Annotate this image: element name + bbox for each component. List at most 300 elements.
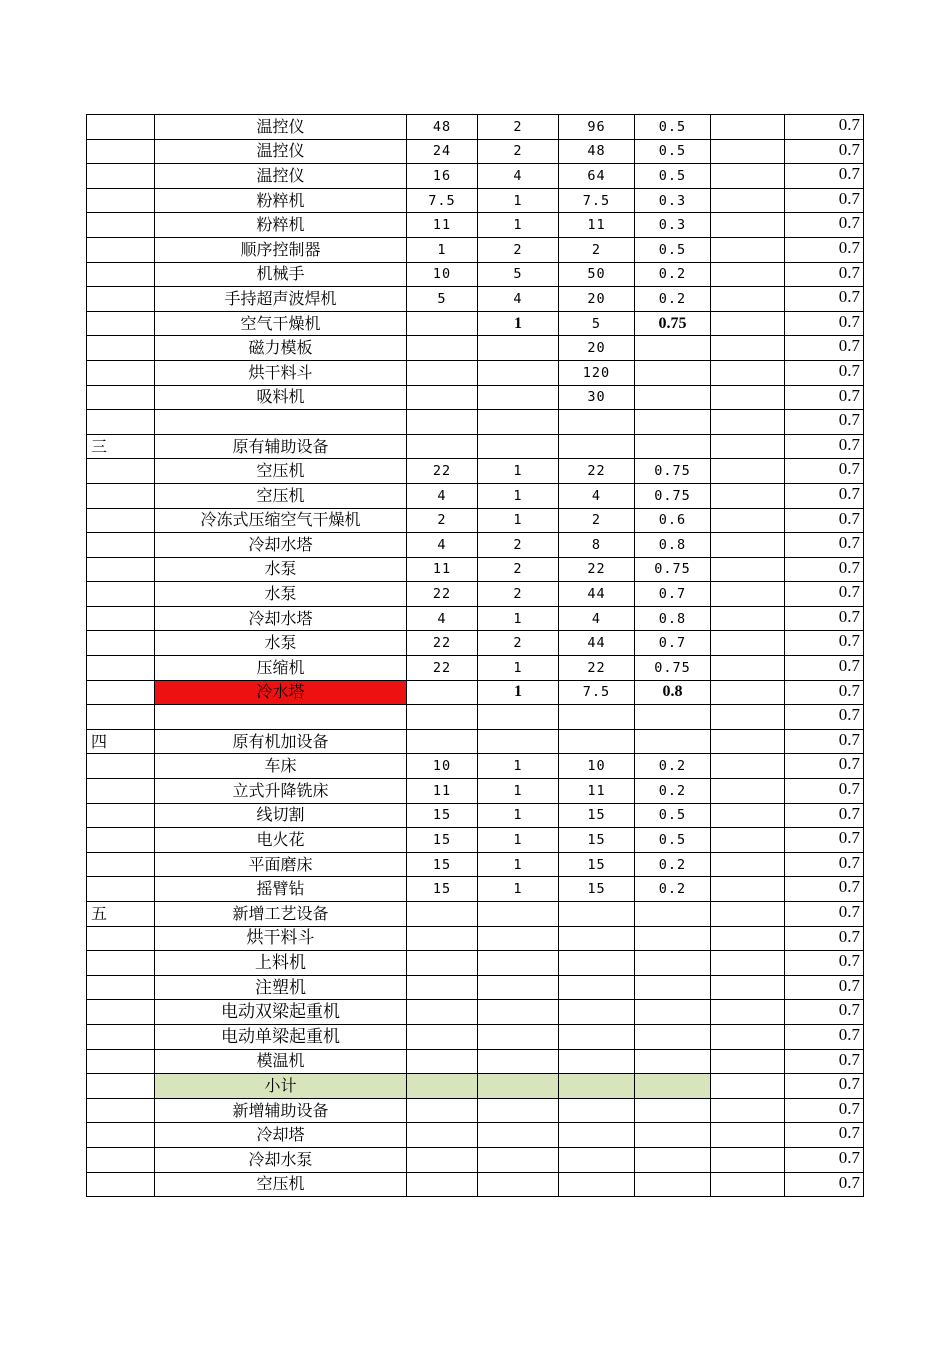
factor-cell: 0.3: [635, 213, 711, 238]
total-cell: 2: [559, 237, 635, 262]
factor-cell: [635, 1024, 711, 1049]
total-cell: [559, 1024, 635, 1049]
total-cell: 4: [559, 483, 635, 508]
blank-cell: [711, 237, 785, 262]
table-row: [87, 1074, 864, 1099]
quantity-cell: [478, 385, 559, 410]
factor-cell: 0.75: [635, 459, 711, 484]
power-cell: [407, 1123, 478, 1148]
blank-cell: [711, 336, 785, 361]
blank-cell: [711, 188, 785, 213]
section-cell: [87, 360, 155, 385]
section-cell: [87, 1024, 155, 1049]
total-cell: [559, 1123, 635, 1148]
table-row: [87, 287, 864, 312]
quantity-cell: 1: [478, 606, 559, 631]
factor-cell: 0.5: [635, 164, 711, 189]
total-cell: [559, 1098, 635, 1123]
section-cell: [87, 139, 155, 164]
section-cell: 五: [87, 902, 155, 927]
quantity-cell: 1: [478, 852, 559, 877]
section-cell: [87, 975, 155, 1000]
total-cell: 20: [559, 336, 635, 361]
name-cell: 手持超声波焊机: [155, 287, 407, 312]
total-cell: [559, 434, 635, 459]
table-row: [87, 188, 864, 213]
name-cell: 冷水塔: [155, 680, 407, 705]
blank-cell: [711, 1098, 785, 1123]
blank-cell: [711, 262, 785, 287]
coefficient-cell: 0.7: [785, 926, 864, 951]
factor-cell: 0.2: [635, 287, 711, 312]
coefficient-cell: 0.7: [785, 1024, 864, 1049]
coefficient-cell: 0.7: [785, 1123, 864, 1148]
coefficient-cell: 0.7: [785, 311, 864, 336]
section-cell: [87, 385, 155, 410]
name-cell: 模温机: [155, 1049, 407, 1074]
total-cell: [559, 902, 635, 927]
power-cell: 22: [407, 582, 478, 607]
power-cell: [407, 1147, 478, 1172]
table-row: [87, 902, 864, 927]
section-cell: [87, 1074, 155, 1099]
table-row: [87, 754, 864, 779]
table-row: [87, 385, 864, 410]
name-cell: 空压机: [155, 1172, 407, 1197]
power-cell: 15: [407, 877, 478, 902]
blank-cell: [711, 582, 785, 607]
coefficient-cell: 0.7: [785, 631, 864, 656]
section-cell: [87, 877, 155, 902]
section-cell: [87, 803, 155, 828]
name-cell: 烘干料斗: [155, 360, 407, 385]
power-cell: [407, 360, 478, 385]
quantity-cell: 4: [478, 287, 559, 312]
coefficient-cell: 0.7: [785, 1147, 864, 1172]
table-row: [87, 533, 864, 558]
section-cell: [87, 631, 155, 656]
name-cell: 车床: [155, 754, 407, 779]
factor-cell: 0.7: [635, 631, 711, 656]
coefficient-cell: 0.7: [785, 287, 864, 312]
power-cell: [407, 680, 478, 705]
quantity-cell: [478, 1049, 559, 1074]
blank-cell: [711, 951, 785, 976]
coefficient-cell: 0.7: [785, 582, 864, 607]
coefficient-cell: 0.7: [785, 877, 864, 902]
table-row: [87, 1172, 864, 1197]
total-cell: 10: [559, 754, 635, 779]
power-cell: [407, 1098, 478, 1123]
factor-cell: 0.2: [635, 877, 711, 902]
quantity-cell: [478, 1000, 559, 1025]
name-cell: 温控仪: [155, 164, 407, 189]
quantity-cell: 1: [478, 828, 559, 853]
total-cell: 50: [559, 262, 635, 287]
power-cell: 10: [407, 262, 478, 287]
name-cell: 烘干料斗: [155, 926, 407, 951]
table-row: [87, 1000, 864, 1025]
power-cell: [407, 410, 478, 435]
section-cell: [87, 754, 155, 779]
quantity-cell: 1: [478, 680, 559, 705]
quantity-cell: [478, 705, 559, 730]
blank-cell: [711, 754, 785, 779]
table-row: [87, 1098, 864, 1123]
blank-cell: [711, 852, 785, 877]
table-row: [87, 582, 864, 607]
quantity-cell: 1: [478, 483, 559, 508]
total-cell: 5: [559, 311, 635, 336]
table-row: [87, 336, 864, 361]
name-cell: 小计: [155, 1074, 407, 1099]
quantity-cell: 2: [478, 139, 559, 164]
table-row: [87, 975, 864, 1000]
table-row: [87, 262, 864, 287]
coefficient-cell: 0.7: [785, 336, 864, 361]
section-cell: [87, 951, 155, 976]
power-cell: [407, 951, 478, 976]
name-cell: 摇臂钻: [155, 877, 407, 902]
factor-cell: 0.75: [635, 656, 711, 681]
coefficient-cell: 0.7: [785, 975, 864, 1000]
section-cell: [87, 508, 155, 533]
quantity-cell: [478, 1074, 559, 1099]
section-cell: [87, 237, 155, 262]
total-cell: [559, 951, 635, 976]
quantity-cell: 4: [478, 164, 559, 189]
table-row: [87, 360, 864, 385]
coefficient-cell: 0.7: [785, 1049, 864, 1074]
quantity-cell: 2: [478, 115, 559, 140]
factor-cell: 0.8: [635, 606, 711, 631]
factor-cell: 0.7: [635, 582, 711, 607]
power-cell: 15: [407, 803, 478, 828]
quantity-cell: 1: [478, 459, 559, 484]
blank-cell: [711, 360, 785, 385]
total-cell: 48: [559, 139, 635, 164]
blank-cell: [711, 1049, 785, 1074]
section-cell: [87, 1147, 155, 1172]
blank-cell: [711, 164, 785, 189]
coefficient-cell: 0.7: [785, 434, 864, 459]
table-row: [87, 779, 864, 804]
power-cell: [407, 434, 478, 459]
quantity-cell: 2: [478, 237, 559, 262]
section-cell: [87, 533, 155, 558]
total-cell: [559, 1147, 635, 1172]
table-row: [87, 680, 864, 705]
quantity-cell: [478, 902, 559, 927]
name-cell: 温控仪: [155, 115, 407, 140]
table-row: [87, 852, 864, 877]
factor-cell: 0.75: [635, 557, 711, 582]
total-cell: 22: [559, 557, 635, 582]
table-row: [87, 631, 864, 656]
quantity-cell: [478, 951, 559, 976]
name-cell: 空压机: [155, 483, 407, 508]
table-row: [87, 164, 864, 189]
factor-cell: [635, 705, 711, 730]
blank-cell: [711, 606, 785, 631]
section-cell: [87, 213, 155, 238]
name-cell: 新增工艺设备: [155, 902, 407, 927]
name-cell: 线切割: [155, 803, 407, 828]
total-cell: [559, 410, 635, 435]
name-cell: 电动双梁起重机: [155, 1000, 407, 1025]
factor-cell: 0.2: [635, 262, 711, 287]
blank-cell: [711, 926, 785, 951]
name-cell: 冷却塔: [155, 1123, 407, 1148]
total-cell: 20: [559, 287, 635, 312]
total-cell: 2: [559, 508, 635, 533]
coefficient-cell: 0.7: [785, 606, 864, 631]
power-cell: 10: [407, 754, 478, 779]
quantity-cell: 1: [478, 877, 559, 902]
name-cell: 电动单梁起重机: [155, 1024, 407, 1049]
factor-cell: [635, 434, 711, 459]
power-cell: 16: [407, 164, 478, 189]
table-row: [87, 410, 864, 435]
table-row: [87, 139, 864, 164]
name-cell: 上料机: [155, 951, 407, 976]
quantity-cell: [478, 1172, 559, 1197]
name-cell: 新增辅助设备: [155, 1098, 407, 1123]
blank-cell: [711, 779, 785, 804]
power-cell: 4: [407, 483, 478, 508]
coefficient-cell: 0.7: [785, 1098, 864, 1123]
quantity-cell: 1: [478, 508, 559, 533]
coefficient-cell: 0.7: [785, 533, 864, 558]
power-cell: 22: [407, 656, 478, 681]
factor-cell: 0.2: [635, 779, 711, 804]
name-cell: 冷冻式压缩空气干燥机: [155, 508, 407, 533]
blank-cell: [711, 385, 785, 410]
blank-cell: [711, 803, 785, 828]
section-cell: [87, 705, 155, 730]
table-row: [87, 656, 864, 681]
factor-cell: 0.2: [635, 754, 711, 779]
quantity-cell: [478, 434, 559, 459]
section-cell: [87, 188, 155, 213]
quantity-cell: [478, 926, 559, 951]
quantity-cell: 1: [478, 754, 559, 779]
power-cell: 15: [407, 828, 478, 853]
total-cell: 96: [559, 115, 635, 140]
blank-cell: [711, 705, 785, 730]
power-cell: 11: [407, 213, 478, 238]
name-cell: 压缩机: [155, 656, 407, 681]
blank-cell: [711, 729, 785, 754]
section-cell: [87, 852, 155, 877]
total-cell: [559, 1049, 635, 1074]
blank-cell: [711, 680, 785, 705]
total-cell: 64: [559, 164, 635, 189]
section-cell: [87, 656, 155, 681]
coefficient-cell: 0.7: [785, 1000, 864, 1025]
table-row: [87, 115, 864, 140]
factor-cell: 0.75: [635, 483, 711, 508]
name-cell: 粉粹机: [155, 213, 407, 238]
total-cell: 44: [559, 631, 635, 656]
table-row: [87, 951, 864, 976]
power-cell: [407, 336, 478, 361]
total-cell: [559, 926, 635, 951]
coefficient-cell: 0.7: [785, 115, 864, 140]
quantity-cell: 2: [478, 631, 559, 656]
power-cell: 22: [407, 459, 478, 484]
power-cell: [407, 311, 478, 336]
total-cell: [559, 975, 635, 1000]
total-cell: 15: [559, 803, 635, 828]
blank-cell: [711, 1074, 785, 1099]
table-body: [87, 115, 864, 1197]
table-row: [87, 705, 864, 730]
table-row: [87, 877, 864, 902]
blank-cell: [711, 483, 785, 508]
coefficient-cell: 0.7: [785, 164, 864, 189]
name-cell: 吸料机: [155, 385, 407, 410]
name-cell: 水泵: [155, 631, 407, 656]
blank-cell: [711, 311, 785, 336]
power-cell: 24: [407, 139, 478, 164]
blank-cell: [711, 533, 785, 558]
name-cell: [155, 705, 407, 730]
power-cell: 11: [407, 779, 478, 804]
name-cell: 冷却水塔: [155, 533, 407, 558]
total-cell: 8: [559, 533, 635, 558]
table-row: [87, 557, 864, 582]
blank-cell: [711, 631, 785, 656]
total-cell: [559, 729, 635, 754]
quantity-cell: [478, 975, 559, 1000]
power-cell: 5: [407, 287, 478, 312]
factor-cell: 0.2: [635, 852, 711, 877]
blank-cell: [711, 877, 785, 902]
table-row: [87, 1147, 864, 1172]
section-cell: [87, 926, 155, 951]
section-cell: 三: [87, 434, 155, 459]
quantity-cell: 1: [478, 188, 559, 213]
blank-cell: [711, 287, 785, 312]
power-cell: 22: [407, 631, 478, 656]
quantity-cell: 1: [478, 213, 559, 238]
factor-cell: 0.8: [635, 533, 711, 558]
section-cell: [87, 779, 155, 804]
factor-cell: [635, 951, 711, 976]
factor-cell: 0.5: [635, 237, 711, 262]
name-cell: 机械手: [155, 262, 407, 287]
section-cell: [87, 680, 155, 705]
coefficient-cell: 0.7: [785, 754, 864, 779]
section-cell: [87, 606, 155, 631]
coefficient-cell: 0.7: [785, 188, 864, 213]
power-cell: [407, 926, 478, 951]
quantity-cell: [478, 729, 559, 754]
power-cell: [407, 1172, 478, 1197]
blank-cell: [711, 139, 785, 164]
factor-cell: 0.8: [635, 680, 711, 705]
coefficient-cell: 0.7: [785, 828, 864, 853]
section-cell: [87, 287, 155, 312]
section-cell: [87, 410, 155, 435]
quantity-cell: [478, 1147, 559, 1172]
total-cell: 15: [559, 877, 635, 902]
factor-cell: [635, 729, 711, 754]
table-row: [87, 1024, 864, 1049]
coefficient-cell: 0.7: [785, 1074, 864, 1099]
section-cell: [87, 1172, 155, 1197]
section-cell: [87, 828, 155, 853]
power-cell: [407, 1074, 478, 1099]
section-cell: [87, 115, 155, 140]
section-cell: 四: [87, 729, 155, 754]
name-cell: 注塑机: [155, 975, 407, 1000]
table-row: [87, 213, 864, 238]
total-cell: [559, 1074, 635, 1099]
name-cell: 冷却水泵: [155, 1147, 407, 1172]
factor-cell: [635, 336, 711, 361]
table-row: [87, 508, 864, 533]
blank-cell: [711, 975, 785, 1000]
coefficient-cell: 0.7: [785, 705, 864, 730]
factor-cell: [635, 926, 711, 951]
blank-cell: [711, 508, 785, 533]
table-row: [87, 729, 864, 754]
total-cell: 7.5: [559, 188, 635, 213]
blank-cell: [711, 1147, 785, 1172]
blank-cell: [711, 902, 785, 927]
power-cell: [407, 975, 478, 1000]
factor-cell: [635, 410, 711, 435]
quantity-cell: 2: [478, 557, 559, 582]
table-row: [87, 828, 864, 853]
power-cell: [407, 902, 478, 927]
table-row: [87, 606, 864, 631]
total-cell: 4: [559, 606, 635, 631]
section-cell: [87, 582, 155, 607]
coefficient-cell: 0.7: [785, 803, 864, 828]
power-cell: 4: [407, 533, 478, 558]
section-cell: [87, 557, 155, 582]
quantity-cell: 1: [478, 656, 559, 681]
total-cell: 30: [559, 385, 635, 410]
coefficient-cell: 0.7: [785, 902, 864, 927]
quantity-cell: [478, 1123, 559, 1148]
name-cell: [155, 410, 407, 435]
power-cell: 4: [407, 606, 478, 631]
coefficient-cell: 0.7: [785, 262, 864, 287]
power-cell: 1: [407, 237, 478, 262]
section-cell: [87, 336, 155, 361]
section-cell: [87, 1049, 155, 1074]
total-cell: [559, 1172, 635, 1197]
blank-cell: [711, 1000, 785, 1025]
power-cell: 11: [407, 557, 478, 582]
blank-cell: [711, 410, 785, 435]
coefficient-cell: 0.7: [785, 656, 864, 681]
coefficient-cell: 0.7: [785, 237, 864, 262]
quantity-cell: [478, 1098, 559, 1123]
power-cell: [407, 1000, 478, 1025]
coefficient-cell: 0.7: [785, 1172, 864, 1197]
factor-cell: [635, 360, 711, 385]
power-cell: 15: [407, 852, 478, 877]
blank-cell: [711, 1172, 785, 1197]
power-cell: [407, 729, 478, 754]
name-cell: 空压机: [155, 459, 407, 484]
factor-cell: 0.5: [635, 828, 711, 853]
